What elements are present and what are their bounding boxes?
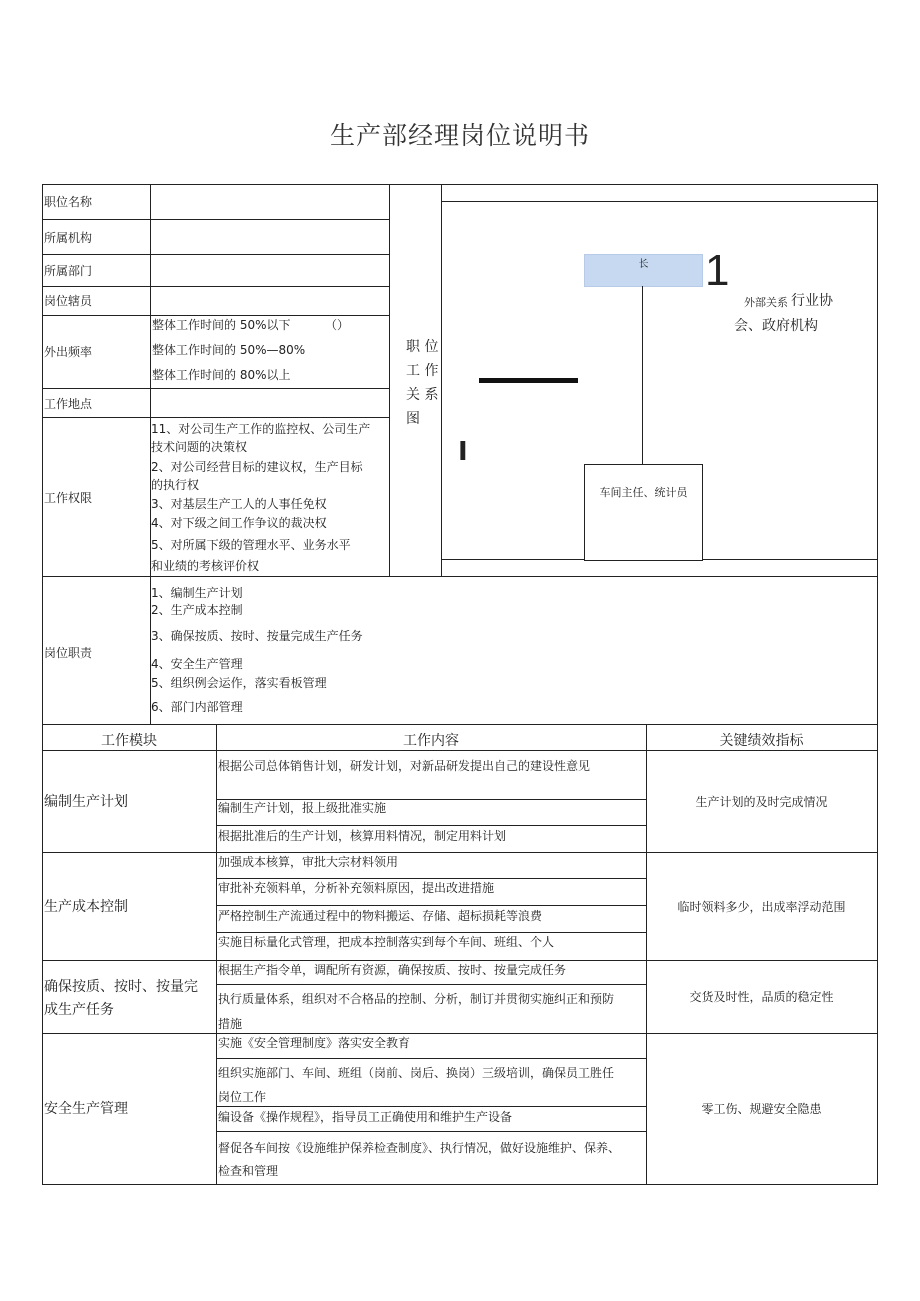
external-line-2: 会、政府机构 [734, 318, 818, 334]
content-line: 实施《安全管理制度》落实安全教育 [218, 1036, 411, 1050]
content-line: 审批补充领料单，分析补充领料原因，提出改进措施 [218, 881, 495, 895]
top-position-label: 长 [638, 259, 649, 270]
travel-option-2: 整体工作时间的 50%—80% [152, 343, 306, 357]
org-label: 所属机构 [44, 231, 93, 245]
page-title: 生产部经理岗位说明书 [329, 121, 590, 150]
travel-mark: （） [325, 318, 350, 332]
duty-item-5: 5、组织例会运作，落实看板管理 [151, 676, 327, 690]
duty-item-4: 4、安全生产管理 [151, 657, 243, 671]
duty-item-1: 1、编制生产计划 [151, 586, 243, 600]
module-name: 生产成本控制 [44, 899, 128, 915]
relation-label-2: 工 作 [406, 363, 439, 379]
top-position-box [584, 254, 703, 287]
location-label: 工作地点 [44, 397, 93, 411]
kpi-text: 交货及时性，品质的稳定性 [689, 990, 834, 1004]
header-content: 工作内容 [403, 733, 459, 749]
content-line: 加强成本核算，审批大宗材料领用 [218, 855, 399, 869]
content-line: 组织实施部门、车间、班组（岗前、岗后、换岗）三级培训，确保员工胜任 [218, 1066, 615, 1080]
authority-line-2: 技术问题的决策权 [151, 440, 248, 454]
module-name-line-1: 确保按质、按时、按量完 [44, 979, 198, 995]
authority-line-8: 和业绩的考核评价权 [151, 559, 260, 573]
external-line-1: 行业协 [791, 293, 833, 309]
travel-option-3: 整体工作时间的 80%以上 [152, 368, 291, 382]
content-line: 编设备《操作规程》，指导员工正确使用和维护生产设备 [218, 1110, 513, 1124]
kpi-text: 临时领料多少，出成率浮动范围 [677, 900, 846, 914]
authority-line-6: 4、对下级之间工作争议的裁决权 [151, 516, 327, 530]
kpi-text: 生产计划的及时完成情况 [695, 795, 828, 809]
relation-label-3: 关 系 [406, 387, 439, 403]
content-line: 措施 [218, 1017, 243, 1031]
staff-label: 岗位辖员 [44, 294, 93, 308]
duties-label: 岗位职责 [44, 646, 93, 660]
header-kpi: 关键绩效指标 [719, 733, 804, 749]
authority-line-3: 2、对公司经营目标的建议权，生产目标 [151, 460, 363, 474]
connector-line [642, 286, 643, 464]
big-number: 1 [705, 246, 730, 295]
content-line: 岗位工作 [218, 1090, 267, 1104]
authority-line-5: 3、对基层生产工人的人事任免权 [151, 497, 327, 511]
authority-line-4: 的执行权 [151, 478, 200, 492]
authority-line-7: 5、对所属下级的管理水平、业务水平 [151, 538, 351, 552]
module-name: 编制生产计划 [44, 794, 128, 810]
relation-label-4: 图 [406, 411, 420, 427]
content-line: 编制生产计划，报上级批准实施 [218, 801, 387, 815]
content-line: 严格控制生产流通过程中的物料搬运、存储、超标损耗等浪费 [218, 909, 543, 923]
content-line: 执行质量体系，组织对不合格品的控制、分析，制订并贯彻实施纠正和预防 [218, 992, 615, 1006]
content-line: 根据批准后的生产计划，核算用料情况，制定用料计划 [218, 829, 507, 843]
content-line: 检查和管理 [218, 1164, 279, 1178]
external-small-label: 外部关系 [744, 296, 788, 309]
travel-option-1: 整体工作时间的 50%以下 [152, 318, 291, 332]
relation-label-1: 职 位 [406, 339, 439, 355]
kpi-text: 零工伤、规避安全隐患 [701, 1102, 822, 1116]
content-line: 实施目标量化式管理，把成本控制落实到每个车间、班组、个人 [218, 935, 555, 949]
duty-item-6: 6、部门内部管理 [151, 700, 243, 714]
duty-item-2: 2、生产成本控制 [151, 603, 243, 617]
content-line: 督促各车间按《设施维护保养检查制度》、执行情况，做好设施维护、保养、 [218, 1141, 621, 1155]
position-name-label: 职位名称 [44, 195, 93, 209]
thick-bar [479, 378, 578, 383]
duty-item-3: 3、确保按质、按时、按量完成生产任务 [151, 629, 363, 643]
authority-label: 工作权限 [44, 491, 93, 505]
bar-mark: I [458, 437, 468, 467]
module-name-line-2: 成生产任务 [44, 1002, 114, 1018]
dept-label: 所属部门 [44, 264, 93, 278]
bottom-position-box [584, 464, 703, 561]
content-line: 根据公司总体销售计划，研发计划，对新品研发提出自己的建设性意见 [218, 759, 591, 773]
authority-line-1: 11、对公司生产工作的监控权、公司生产 [151, 422, 371, 436]
bottom-position-label: 车间主任、统计员 [599, 486, 688, 499]
module-name: 安全生产管理 [44, 1101, 128, 1117]
content-line: 根据生产指令单，调配所有资源，确保按质、按时、按量完成任务 [218, 963, 567, 977]
header-module: 工作模块 [101, 733, 157, 749]
travel-label: 外出频率 [44, 345, 93, 359]
